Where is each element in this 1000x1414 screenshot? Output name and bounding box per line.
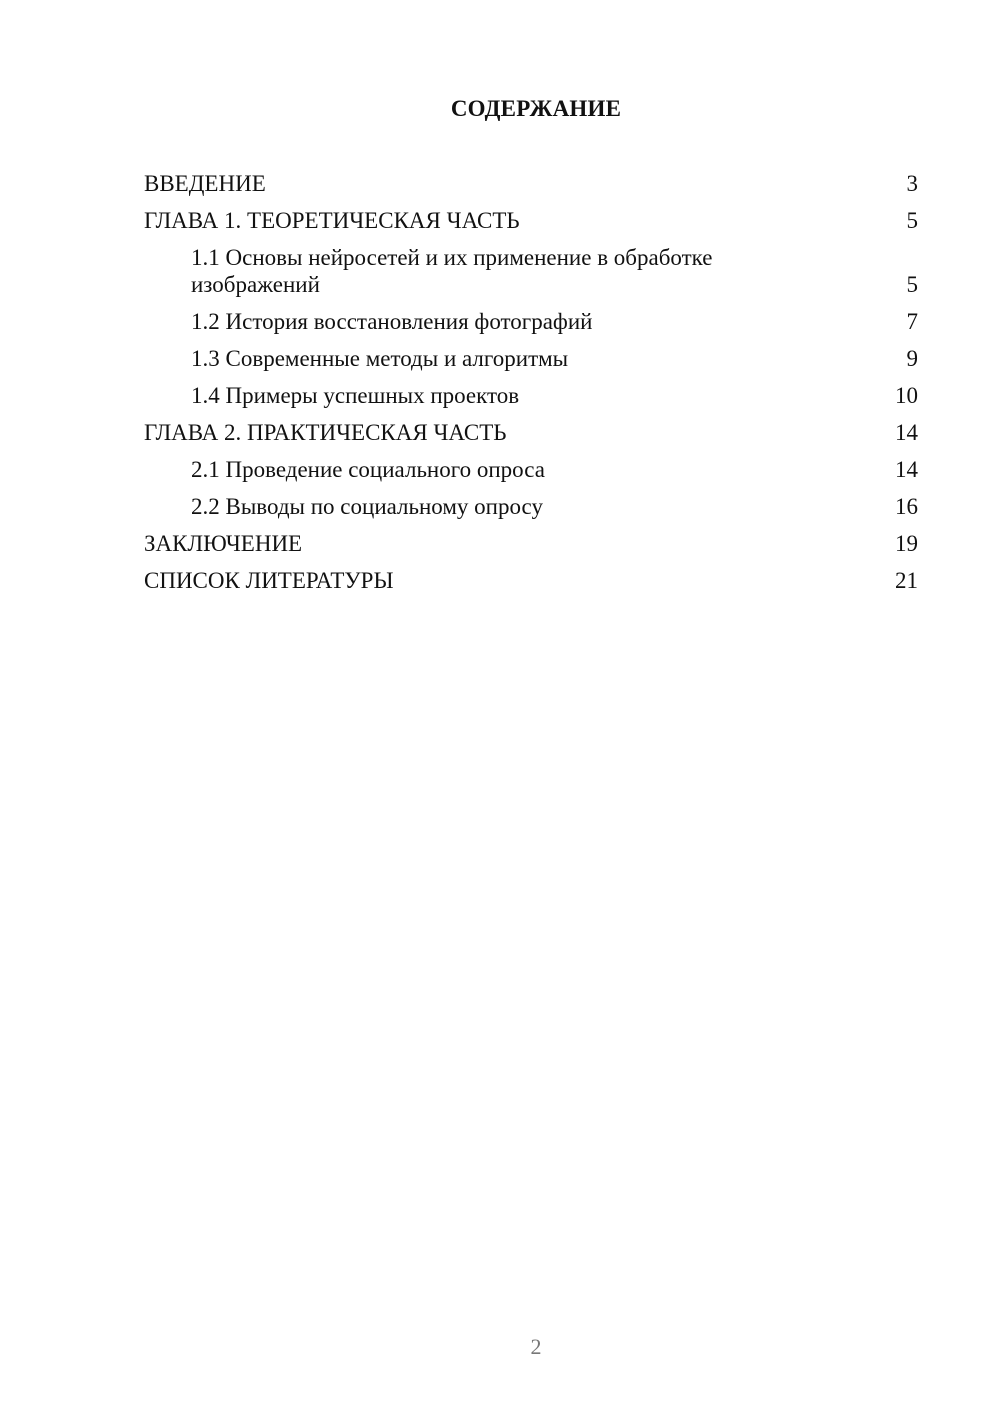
toc-entry-text: ВВЕДЕНИЕ [144,171,266,196]
toc-entry-page: 14 [895,420,918,445]
toc-entry-text: 1.3 Современные методы и алгоритмы [191,346,569,371]
toc-entry-text: 1.1 Основы нейросетей и их применение в обработке изображений [191,245,713,297]
toc-entry-text: ЗАКЛЮЧЕНИЕ [144,531,303,556]
toc-entry-page: 14 [895,457,918,482]
toc-entry-section-2-1 [144,456,918,483]
toc-entry-section-1-2 [144,308,918,335]
toc-entry-chapter-1 [144,207,918,234]
toc-entry-introduction [144,170,918,197]
toc-entry-conclusion [144,530,918,557]
toc-entry-text: 2.2 Выводы по социальному опросу [191,494,543,519]
toc-entry-page: 5 [906,208,918,233]
toc-entry-section-2-2 [144,493,918,520]
toc-entry-text: ГЛАВА 1. ТЕОРЕТИЧЕСКАЯ ЧАСТЬ [144,208,520,233]
toc-entry-section-1-4 [144,382,918,409]
toc-entry-page: 7 [906,309,918,334]
toc-entry-chapter-2 [144,419,918,446]
toc-entry-page: 9 [906,346,918,371]
toc-entry-section-1-3 [144,345,918,372]
toc-entry-page: 19 [895,531,918,556]
toc-entry-text: СПИСОК ЛИТЕРАТУРЫ [144,568,394,593]
toc-entry-text: 1.4 Примеры успешных проектов [191,383,520,408]
toc-entry-page: 16 [895,494,918,519]
toc-entry-page: 21 [895,568,918,593]
toc-entry-page: 10 [895,383,918,408]
toc-entry-section-1-1 [144,244,918,298]
toc-entry-references [144,567,918,594]
toc-entry-text: 2.1 Проведение социального опроса [191,457,545,482]
page-number: 2 [530,1334,542,1359]
toc-entry-text: ГЛАВА 2. ПРАКТИЧЕСКАЯ ЧАСТЬ [144,420,507,445]
toc-title: СОДЕРЖАНИЕ [450,96,622,121]
toc-entry-page: 3 [906,171,918,196]
table-of-contents [144,170,918,604]
toc-entry-page: 5 [906,272,918,297]
toc-entry-text: 1.2 История восстановления фотографий [191,309,593,334]
